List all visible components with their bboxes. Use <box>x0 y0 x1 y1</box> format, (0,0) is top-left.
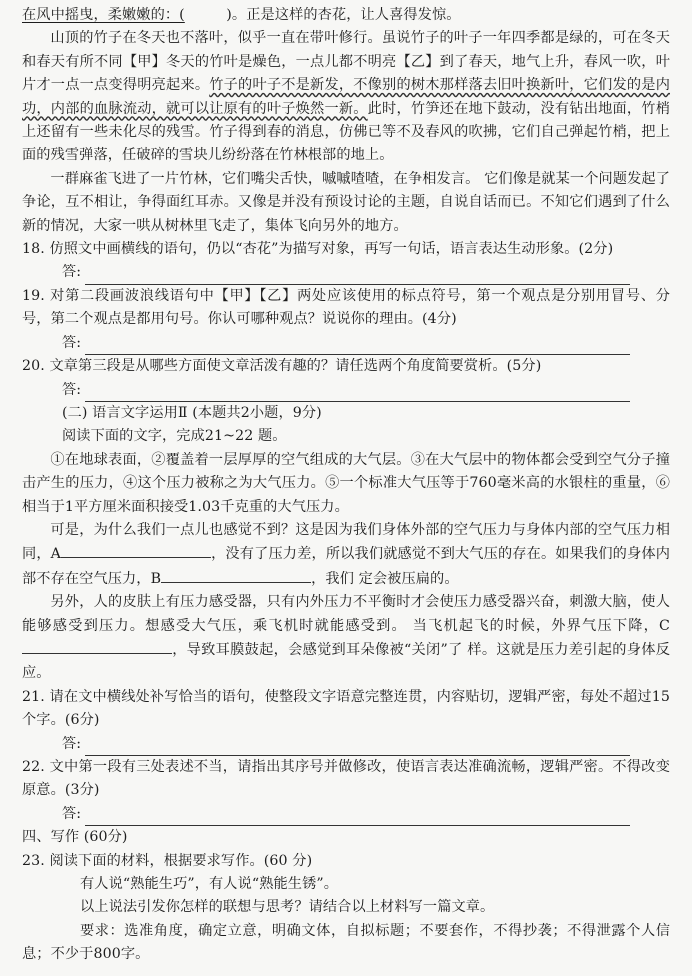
language-passage-1: ①在地球表面，②覆盖着一层厚厚的空气组成的大气层。③在大气层中的物体都会受到空气分子撞击产生的压力，④这个压力被称之为大气压力。⑤一个标准大气压等于760毫米高的水银柱的重量，⑥相当于1平方厘米面积接受1.03千克重的大气压力。 <box>22 451 670 515</box>
blank-a[interactable] <box>61 542 211 558</box>
passage-paragraph-2 <box>22 27 670 167</box>
answer-line-19[interactable] <box>85 338 630 355</box>
answer-row-21 <box>22 733 670 756</box>
passage3-text-a: 另外，人的皮肤上有压力感受器，只有内外压力不平衡时才会使压力感受器兴奋，刺激大脑，使人能够感受到压力。想感受大气压，乘飞机时就能感受到。 当飞机起飞的时候，外界气压下降，C <box>22 594 670 634</box>
passage-paragraph-3: 一群麻雀飞进了一片竹林，它们嘴尖舌快，嘁嘁喳喳，在争相发言。 它们像是就某一个问题发起了争论，互不相让，争得面红耳赤。又像是并没有预设讨论的主题，自说自话而已。不知它们遇到了什么新的情况，大家一哄从树林里飞走了，集体飞向另外的地方。 <box>22 170 670 234</box>
question-20: 20. 文章第三段是从哪些方面使文章活泼有趣的？请任选两个角度简要赏析。(5分) <box>22 358 542 375</box>
answer-row-18 <box>22 261 670 284</box>
q23-material: 有人说“熟能生巧”，有人说“熟能生锈”。 <box>80 876 339 893</box>
section-2-title: (二) 语言文字运用Ⅱ (本题共2小题，9分) <box>62 404 322 421</box>
answer-row-19 <box>22 332 670 355</box>
para2-text-1: 山顶的竹子在冬天也不落叶，似乎一直在带叶修行。虽说竹子的叶子一年四季都是绿的，可在冬天和春天有所不同【甲】冬天的竹叶是燥色，一点儿都不明亮【乙】到了春天，地气上升，春风一吹，叶片才一点一点变得明亮起来。 <box>22 30 670 94</box>
underlined-sentence: 在风中摇曳，柔嫩嫩的：( <box>22 7 185 23</box>
answer-row-20 <box>22 379 670 402</box>
answer-line-22[interactable] <box>85 809 630 826</box>
answer-label: 答: <box>62 381 81 398</box>
top-line-rest: )。正是这样的杏花，让人喜得发惊。 <box>184 7 461 23</box>
question-18: 18. 仿照文中画横线的语句，仍以“杏花”为描写对象，再写一句话，语言表达生动形象。(2分) <box>22 241 614 258</box>
passage2-text-b: ，没有了压力差，所以我们就感觉不到大气压的存在。如果我们的身体内部不存在空气压力，B <box>22 546 670 587</box>
blank-c[interactable] <box>22 638 172 654</box>
top-line <box>22 4 670 27</box>
answer-label: 答: <box>62 264 81 281</box>
answer-line-21[interactable] <box>85 739 630 756</box>
q23-prompt: 以上说法引发你怎样的联想与思考？请结合以上材料写一篇文章。 <box>80 899 495 916</box>
answer-label: 答: <box>62 334 81 351</box>
blank-b[interactable] <box>161 567 311 583</box>
answer-row-22 <box>22 803 670 826</box>
para2-text-2: 此时，竹笋还在地下鼓动，没有钻出地面，竹梢上还留有一些未化尽的残雪。竹子得到春的消息，仿佛已等不及春风的吹拂，它们自己弹起竹梢，把上面的残雪弹落，任破碎的雪块儿纷纷落在竹林根部的地上。 <box>22 100 670 164</box>
answer-line-20[interactable] <box>85 385 630 402</box>
passage3-text-b: ，导致耳膜鼓起，会感觉到耳朵像被“关闭”了 样。这就是压力差引起的身体反应。 <box>22 641 670 682</box>
section-4-title: 四、写作 (60分) <box>22 829 128 846</box>
answer-label: 答: <box>62 805 81 822</box>
wavy-underlined-sentence: 竹子的叶子不是新发，不像别的树木那样落去旧叶换新叶，它们发的是内功，内部的血脉流动，就可以让原有的叶子焕然一新。 <box>22 77 670 117</box>
answer-line-18[interactable] <box>85 268 630 285</box>
question-23: 23. 阅读下面的材料，根据要求写作。(60 分) <box>22 852 313 869</box>
language-passage-3 <box>22 591 670 686</box>
passage2-text-a: 可是，为什么我们一点儿也感觉不到？这是因为我们身体外部的空气压力与身体内部的空气压力相同，A <box>22 521 670 563</box>
q23-requirements: 要求：选准角度，确定立意，明确文体，自拟标题；不要套作，不得抄袭；不得泄露个人信息；不少于800字。 <box>22 922 670 963</box>
answer-label: 答: <box>62 735 81 752</box>
section-2-intro: 阅读下面的文字，完成21~22 题。 <box>62 428 287 445</box>
question-22: 22. 文中第一段有三处表述不当，请指出其序号并做修改，使语言表达准确流畅，逻辑严密。不得改变原意。(3分) <box>22 759 670 799</box>
question-21: 21. 请在文中横线处补写恰当的语句，使整段文字语意完整连贯，内容贴切，逻辑严密，每处不超过15个字。(6分) <box>22 688 670 729</box>
passage2-text-c: ，我们 定会被压扁的。 <box>311 570 459 587</box>
language-passage-2 <box>22 519 670 591</box>
question-19: 19. 对第二段画波浪线语句中【甲】【乙】两处应该使用的标点符号，第一个观点是分别用冒号、分号，第二个观点是都用句号。你认可哪种观点？说说你的理由。(4分) <box>22 287 670 328</box>
